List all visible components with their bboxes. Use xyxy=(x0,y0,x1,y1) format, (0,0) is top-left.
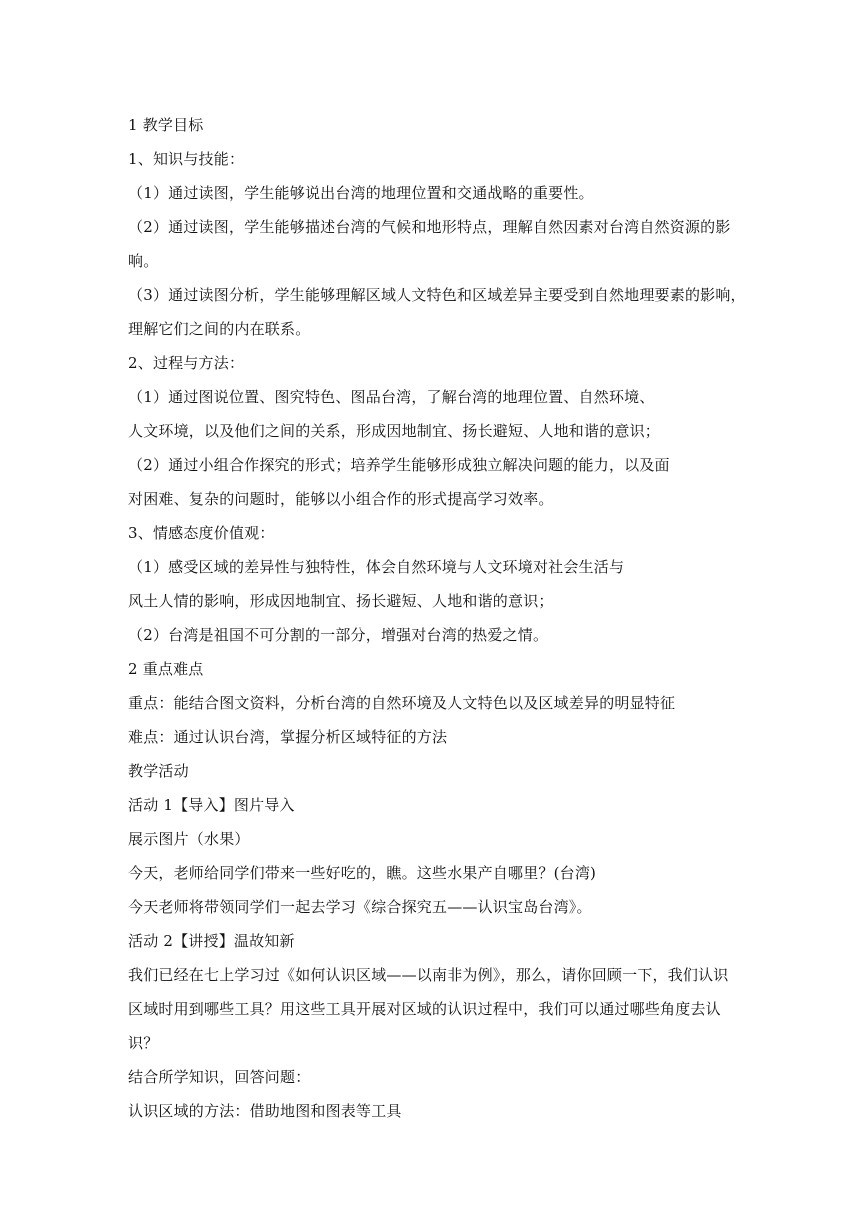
subheading-process-methods: 2、过程与方法： xyxy=(128,354,245,372)
paragraph-line: 今天，老师给同学们带来一些好吃的，瞧。这些水果产自哪里？(台湾) xyxy=(128,864,597,882)
paragraph-line: （1）感受区域的差异性与独特性，体会自然环境与人文环境对社会生活与 xyxy=(128,558,625,576)
paragraph-line: 认识区域的方法：借助地图和图表等工具 xyxy=(128,1102,402,1120)
paragraph-line: （3）通过读图分析，学生能够理解区域人文特色和区域差异主要受到自然地理要素的影响， xyxy=(128,286,746,304)
paragraph-line: （2）通过小组合作探究的形式；培养学生能够形成独立解决问题的能力，以及面 xyxy=(128,456,670,474)
subheading-attitudes-values: 3、情感态度价值观： xyxy=(128,524,275,542)
activity-heading: 活动 2【讲授】温故知新 xyxy=(128,932,295,950)
section-heading-objectives: 1 教学目标 xyxy=(128,116,204,134)
paragraph-line: （2）通过读图，学生能够描述台湾的气候和地形特点，理解自然因素对台湾自然资源的影 xyxy=(128,218,731,236)
paragraph-line: 重点：能结合图文资料，分析台湾的自然环境及人文特色以及区域差异的明显特征 xyxy=(128,694,676,712)
paragraph-line: （2）台湾是祖国不可分割的一部分，增强对台湾的热爱之情。 xyxy=(128,626,549,644)
paragraph-line: 结合所学知识，回答问题： xyxy=(128,1068,311,1086)
activity-heading: 活动 1【导入】图片导入 xyxy=(128,796,295,814)
paragraph-line: 识？ xyxy=(128,1034,159,1052)
paragraph-line: 对困难、复杂的问题时，能够以小组合作的形式提高学习效率。 xyxy=(128,490,554,508)
document-body xyxy=(128,108,746,1128)
paragraph-line: 理解它们之间的内在联系。 xyxy=(128,320,311,338)
paragraph-line: 风土人情的影响，形成因地制宜、扬长避短、人地和谐的意识； xyxy=(128,592,554,610)
paragraph-line: 人文环境，以及他们之间的关系，形成因地制宜、扬长避短、人地和谐的意识； xyxy=(128,422,661,440)
paragraph-line: 难点：通过认识台湾，掌握分析区域特征的方法 xyxy=(128,728,448,746)
subheading-knowledge-skills: 1、知识与技能： xyxy=(128,150,245,168)
paragraph-line: 区域时用到哪些工具？用这些工具开展对区域的认识过程中，我们可以通过哪些角度去认 xyxy=(128,1000,721,1018)
paragraph-line: 展示图片（水果） xyxy=(128,830,250,848)
section-heading-activities: 教学活动 xyxy=(128,762,189,780)
paragraph-line: 我们已经在七上学习过《如何认识区域——以南非为例》，那么，请你回顾一下，我们认识 xyxy=(128,966,729,984)
paragraph-line: （1）通过图说位置、图究特色、图品台湾，了解台湾的地理位置、自然环境、 xyxy=(128,388,655,406)
paragraph-line: 响。 xyxy=(128,252,159,270)
paragraph-line: （1）通过读图，学生能够说出台湾的地理位置和交通战略的重要性。 xyxy=(128,184,594,202)
paragraph-line: 今天老师将带领同学们一起去学习《综合探究五——认识宝岛台湾》。 xyxy=(128,898,592,916)
section-heading-key-points: 2 重点难点 xyxy=(128,660,204,678)
